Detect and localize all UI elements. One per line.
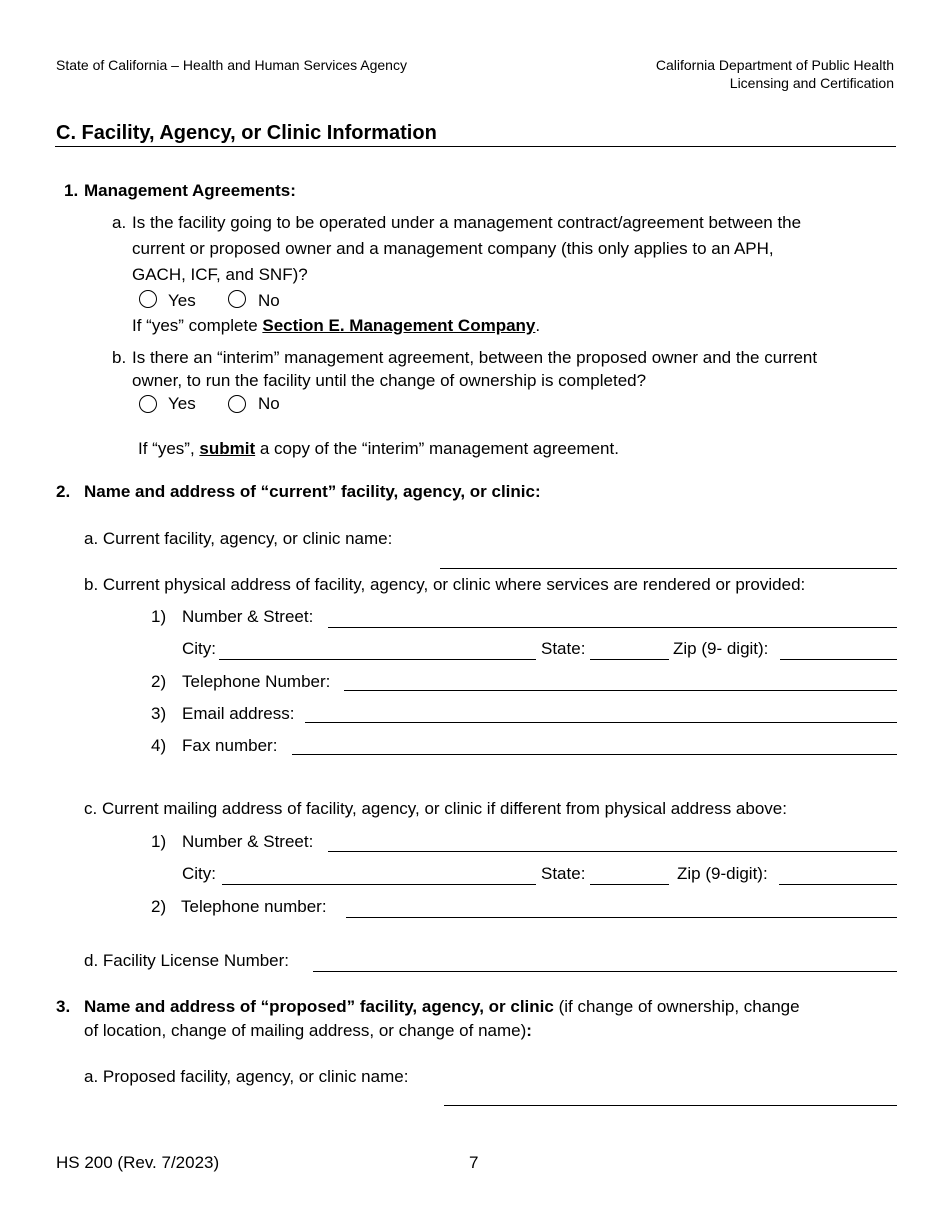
q1a-text-line2: current or proposed owner and a management company (this only applies to an APH, xyxy=(132,239,774,258)
q2c-state-label: State: xyxy=(541,864,586,883)
mailing-state-field[interactable] xyxy=(590,884,669,885)
physical-street-field[interactable] xyxy=(328,627,897,628)
q2a-label: a. Current facility, agency, or clinic name: xyxy=(84,529,393,548)
q1b-text-line1: Is there an “interim” management agreement, between the proposed owner and the current xyxy=(132,348,818,367)
header-department: California Department of Public Health xyxy=(655,57,894,73)
q1b-yes-radio[interactable] xyxy=(139,395,157,413)
header-agency: State of California – Health and Human Services Agency xyxy=(56,57,407,73)
q1a-letter: a. xyxy=(112,213,127,232)
q1b-yes-label: Yes xyxy=(168,394,196,413)
q1a-yes-radio[interactable] xyxy=(139,290,157,308)
q2b-phone-label: Telephone Number: xyxy=(182,672,331,691)
q1b-text-line2: owner, to run the facility until the change of ownership is completed? xyxy=(132,371,647,390)
section-title: C. Facility, Agency, or Clinic Information xyxy=(56,122,437,144)
mailing-city-field[interactable] xyxy=(222,884,536,885)
q3-title-line2-text: of location, change of mailing address, or change of name) xyxy=(84,1021,527,1040)
q3-title-bold: Name and address of “proposed” facility, agency, or clinic xyxy=(84,997,554,1016)
physical-state-field[interactable] xyxy=(590,659,669,660)
q1a-no-radio[interactable] xyxy=(228,290,246,308)
section-e-link[interactable]: Section E. Management Company xyxy=(262,316,536,335)
q2c-zip-label: Zip (9-digit): xyxy=(677,864,768,883)
q2c-street-label: Number & Street: xyxy=(182,832,314,851)
q1a-text-line1: Is the facility going to be operated under a management contract/agreement between the xyxy=(132,213,802,232)
q2c-label: c. Current mailing address of facility, agency, or clinic if different from physical address above: xyxy=(84,799,787,818)
q1a-yes-label: Yes xyxy=(168,291,196,310)
q2-number: 2. xyxy=(56,482,71,501)
q1-title: Management Agreements: xyxy=(84,181,296,200)
q1a-note-prefix: If “yes” complete xyxy=(132,316,263,335)
physical-fax-field[interactable] xyxy=(292,754,897,755)
q2b-label: b. Current physical address of facility, agency, or clinic where services are rendered or provided: xyxy=(84,575,806,594)
q2b-state-label: State: xyxy=(541,639,586,658)
q2b-city-label: City: xyxy=(182,639,216,658)
q3-title-colon: : xyxy=(526,1021,532,1040)
physical-email-field[interactable] xyxy=(305,722,897,723)
q2b-street-label: Number & Street: xyxy=(182,607,314,626)
q3-title-line1 xyxy=(84,997,800,1017)
mailing-street-field[interactable] xyxy=(328,851,897,852)
q1a-text-line3: GACH, ICF, and SNF)? xyxy=(132,265,308,284)
q1b-note xyxy=(138,439,619,459)
current-facility-name-field[interactable] xyxy=(440,568,897,569)
q2b-item4-number: 4) xyxy=(151,736,167,755)
q1b-note-prefix: If “yes”, xyxy=(138,439,200,458)
section-title-rule xyxy=(55,146,896,147)
q2b-item1-number: 1) xyxy=(151,607,167,626)
proposed-facility-name-field[interactable] xyxy=(444,1105,897,1106)
q2-title: Name and address of “current” facility, agency, or clinic: xyxy=(84,482,541,501)
physical-city-field[interactable] xyxy=(219,659,536,660)
q1-number: 1. xyxy=(64,181,79,200)
physical-zip-field[interactable] xyxy=(780,659,897,660)
q1b-no-radio[interactable] xyxy=(228,395,246,413)
q3-title-line2 xyxy=(84,1021,532,1041)
mailing-zip-field[interactable] xyxy=(779,884,897,885)
q1a-note-suffix: . xyxy=(535,316,541,335)
q3-title-rest: (if change of ownership, change xyxy=(553,997,800,1016)
footer-page-number: 7 xyxy=(469,1153,479,1172)
q2c-item2-number: 2) xyxy=(151,897,167,916)
footer-form-id: HS 200 (Rev. 7/2023) xyxy=(56,1153,220,1172)
header-division: Licensing and Certification xyxy=(729,75,894,91)
q3a-label: a. Proposed facility, agency, or clinic name: xyxy=(84,1067,409,1086)
q2b-email-label: Email address: xyxy=(182,704,295,723)
q2d-label: d. Facility License Number: xyxy=(84,951,290,970)
q1b-letter: b. xyxy=(112,348,127,367)
q3-number: 3. xyxy=(56,997,71,1016)
q2c-phone-label: Telephone number: xyxy=(181,897,327,916)
physical-phone-field[interactable] xyxy=(344,690,897,691)
q1a-no-label: No xyxy=(258,291,280,310)
q1a-note xyxy=(132,316,540,336)
mailing-phone-field[interactable] xyxy=(346,917,897,918)
q2b-zip-label: Zip (9- digit): xyxy=(673,639,769,658)
q2b-item2-number: 2) xyxy=(151,672,167,691)
q2b-fax-label: Fax number: xyxy=(182,736,278,755)
q1b-note-submit: submit xyxy=(199,439,256,458)
q2c-city-label: City: xyxy=(182,864,216,883)
q1b-note-suffix: a copy of the “interim” management agreement. xyxy=(255,439,619,458)
facility-license-number-field[interactable] xyxy=(313,971,897,972)
q1b-no-label: No xyxy=(258,394,280,413)
q2b-item3-number: 3) xyxy=(151,704,167,723)
q2c-item1-number: 1) xyxy=(151,832,167,851)
